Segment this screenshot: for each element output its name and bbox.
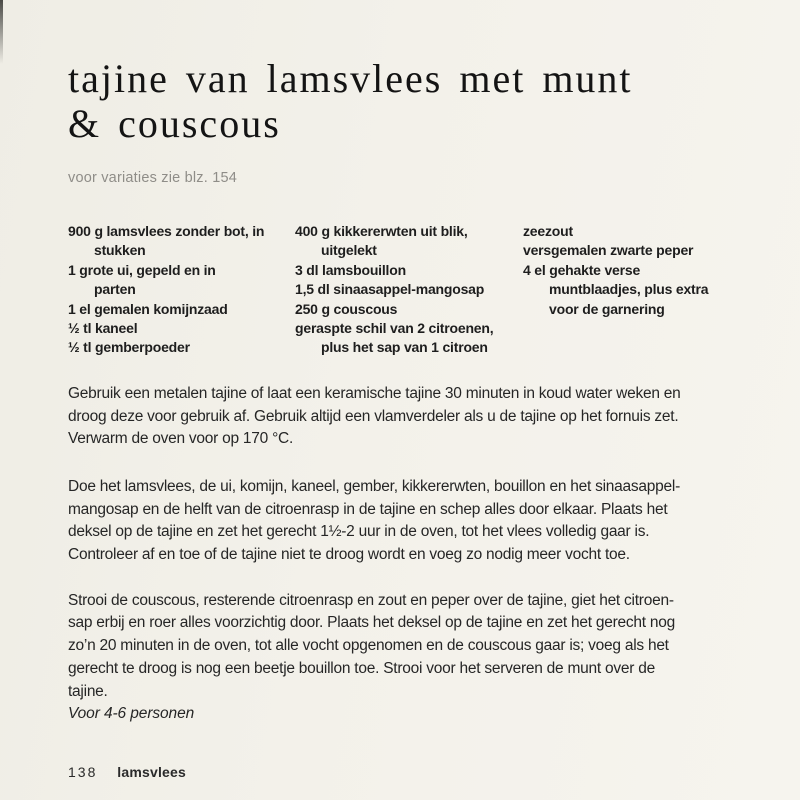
instruction-line: tajine. (68, 682, 108, 700)
ingredient-line: 1 grote ui, gepeld en in (68, 261, 216, 278)
page-footer (68, 764, 186, 780)
serving-note: Voor 4-6 personen (68, 705, 195, 723)
ingredient-line: 3 dl lamsbouillon (295, 261, 406, 278)
instruction-line: Strooi de couscous, resterende citroenrasp en zout en peper over de tajine, giet het citroen- (68, 591, 674, 609)
instruction-line: Verwarm de oven voor op 170 °C. (68, 430, 294, 448)
instruction-line: zo’n 20 minuten in de oven, tot alle vocht opgenomen en de couscous gaar is; voeg als het (68, 637, 669, 655)
page-edge-shadow (0, 0, 3, 64)
chapter-name: lamsvlees (117, 764, 186, 780)
ingredient-line: 4 el gehakte verse (523, 261, 641, 278)
instruction-line: gerecht te droog is nog een beetje bouillon toe. Strooi voor het serveren de munt over de (68, 659, 655, 677)
variations-note: voor variaties zie blz. 154 (68, 170, 238, 186)
instruction-line: sap erbij en roer alles voorzichtig door. Plaats het deksel op de tajine en zet het gerecht nog (68, 614, 675, 632)
ingredient-line: muntblaadjes, plus extra (549, 281, 709, 298)
ingredient-line: 1,5 dl sinaasappel-mangosap (295, 281, 485, 298)
instruction-line: Doe het lamsvlees, de ui, komijn, kaneel, gember, kikkererwten, bouillon en het sinaasappel- (68, 477, 680, 495)
ingredient-line: ½ tl kaneel (68, 320, 138, 337)
ingredient-line: 900 g lamsvlees zonder bot, in (68, 223, 265, 239)
ingredient-line: stukken (94, 242, 146, 259)
ingredient-line: ½ tl gemberpoeder (68, 339, 190, 356)
instruction-line: Gebruik een metalen tajine of laat een keramische tajine 30 minuten in koud water weken en (68, 384, 681, 402)
ingredient-line: plus het sap van 1 citroen (321, 339, 488, 356)
instructions-paragraph-3 (68, 590, 800, 704)
recipe-title (68, 0, 800, 146)
ingredient-line: 1 el gemalen komijnzaad (68, 300, 228, 317)
ingredient-line: geraspte schil van 2 citroenen, (295, 320, 494, 337)
ingredient-line: 400 g kikkererwten uit blik, (295, 223, 468, 239)
ingredient-line: versgemalen zwarte peper (523, 242, 694, 259)
ingredients-column-1 (68, 222, 295, 358)
ingredients-list (68, 222, 800, 358)
page-number: 138 (68, 764, 98, 780)
recipe-title-line-1: tajine van lamsvlees met munt (68, 56, 633, 101)
instructions-paragraph-1 (68, 383, 800, 451)
recipe-title-line-2: & couscous (68, 101, 281, 146)
ingredient-line: uitgelekt (321, 242, 377, 259)
ingredients-column-2 (295, 222, 523, 358)
instructions-paragraph-2 (68, 476, 800, 567)
ingredient-line: zeezout (523, 223, 573, 239)
ingredient-line: voor de garnering (549, 300, 665, 317)
instruction-line: Controleer af en toe of de tajine niet te droog wordt en voeg zo nodig meer vocht toe. (68, 546, 630, 564)
ingredients-column-3 (523, 222, 743, 358)
instruction-line: mangosap en de helft van de citroenrasp in de tajine en schep alles door elkaar. Plaats het (68, 500, 668, 518)
ingredient-line: parten (94, 281, 136, 298)
instruction-line: deksel op de tajine en zet het gerecht 1½-2 uur in de oven, tot het vlees volledig gaar is. (68, 523, 650, 541)
ingredient-line: 250 g couscous (295, 300, 398, 317)
instruction-line: droog deze voor gebruik af. Gebruik altijd een vlamverdeler als u de tajine op het fornuis zet. (68, 407, 679, 425)
